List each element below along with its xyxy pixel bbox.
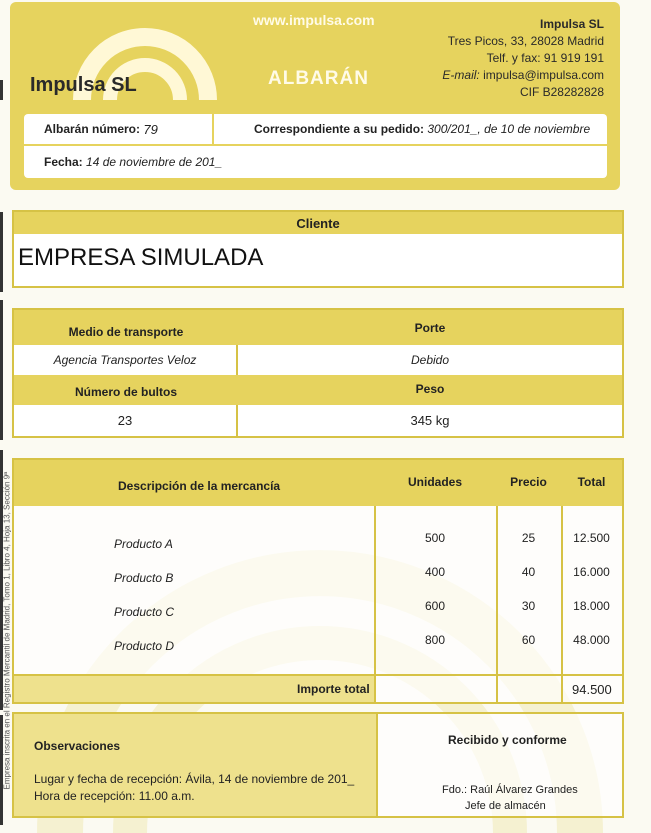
company-email: impulsa@impulsa.com — [483, 68, 604, 82]
footer-box — [12, 712, 624, 818]
page-edge-mark — [0, 212, 3, 292]
pedido-value: 300/201_, de 10 de noviembre — [427, 122, 591, 136]
medio-transporte-value: Agencia Transportes Veloz — [14, 345, 238, 375]
goods-description: Producto C — [114, 605, 175, 619]
goods-price: 40 — [521, 565, 536, 579]
cliente-box — [12, 210, 624, 288]
header-description: Descripción de la mercancía — [118, 478, 281, 493]
numero-bultos-label: Número de bultos — [74, 384, 177, 399]
header-panel — [10, 2, 620, 190]
goods-price: 60 — [521, 633, 536, 647]
transport-box — [12, 308, 624, 438]
goods-table — [12, 458, 624, 704]
fecha-value: 14 de noviembre de 201_ — [86, 155, 223, 169]
goods-units: 600 — [424, 599, 446, 613]
importe-total-label: Importe total — [297, 682, 370, 696]
goods-row — [14, 594, 622, 618]
goods-price: 30 — [521, 599, 536, 613]
peso-label: Peso — [415, 381, 445, 396]
goods-units: 800 — [424, 633, 446, 647]
company-address: Tres Picos, 33, 28028 Madrid — [447, 34, 604, 48]
company-phone: Telf. y fax: 91 919 191 — [486, 51, 604, 65]
logo-text: Impulsa SL — [30, 74, 137, 96]
pedido-label: Correspondiente a su pedido: — [254, 122, 425, 136]
fecha-cell — [24, 146, 627, 178]
document-title: ALBARÁN — [268, 68, 369, 89]
goods-units: 500 — [424, 531, 446, 545]
observaciones-label: Observaciones — [34, 739, 121, 753]
medio-transporte-label: Medio de transporte — [68, 324, 184, 339]
goods-description: Producto A — [114, 537, 173, 551]
goods-row — [14, 526, 622, 550]
porte-value: Debido — [410, 353, 450, 367]
cliente-name: EMPRESA SIMULADA — [18, 244, 264, 271]
email-label: E-mail: — [442, 68, 480, 82]
goods-description: Producto B — [114, 571, 174, 585]
cliente-header: Cliente — [14, 212, 622, 234]
hora-line: Hora de recepción: 11.00 a.m. — [34, 789, 195, 803]
goods-total: 12.500 — [573, 531, 610, 545]
margin-note: Empresa inscrita en el Registro Mercantil de Madrid, Tomo 1, Libro 4, Hoja 13, Sección 9ª — [2, 471, 12, 790]
firma-cargo: Jefe de almacén — [465, 800, 546, 812]
albaran-number-label: Albarán número: — [44, 122, 141, 136]
goods-total: 18.000 — [573, 599, 610, 613]
numero-bultos-value: 23 — [14, 405, 238, 436]
header-total: Total — [577, 474, 606, 489]
importe-total-value: 94.500 — [572, 681, 612, 697]
page-edge-mark — [0, 80, 3, 100]
goods-row — [14, 560, 622, 584]
goods-total: 48.000 — [573, 633, 610, 647]
header-units: Unidades — [407, 474, 462, 489]
porte-label: Porte — [414, 320, 446, 335]
goods-units: 400 — [424, 565, 446, 579]
goods-total: 16.000 — [573, 565, 610, 579]
albaran-number-value: 79 — [143, 121, 158, 137]
peso-value: 345 kg — [410, 413, 450, 428]
company-info — [442, 16, 604, 101]
header-price: Precio — [510, 474, 547, 489]
pedido-cell — [214, 114, 607, 146]
company-cif: CIF B28282828 — [519, 85, 604, 99]
goods-price: 25 — [521, 531, 536, 545]
goods-description: Producto D — [114, 639, 175, 653]
fecha-label: Fecha: — [44, 155, 83, 169]
recepcion-line: Lugar y fecha de recepción: Ávila, 14 de noviembre de 201_ — [34, 772, 355, 786]
recibido-label: Recibido y conforme — [448, 733, 567, 747]
company-name: Impulsa SL — [539, 17, 604, 31]
company-email-line — [442, 67, 604, 84]
firma-name: Fdo.: Raúl Álvarez Grandes — [442, 784, 578, 796]
albaran-info-box — [24, 114, 607, 178]
albaran-number-cell — [24, 114, 214, 146]
goods-row — [14, 628, 622, 652]
website-url: www.impulsa.com — [253, 12, 375, 28]
